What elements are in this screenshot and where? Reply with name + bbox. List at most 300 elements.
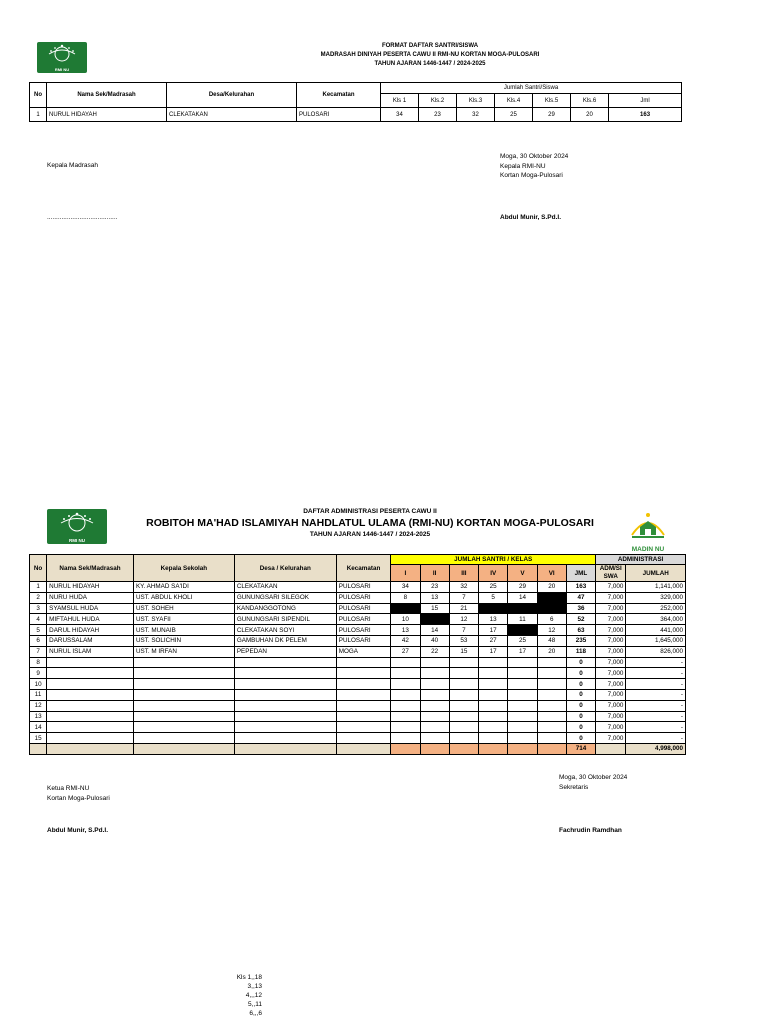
- cell-nama: DARUSSALAM: [47, 635, 134, 646]
- cell-desa: CLEKATAKAN: [234, 582, 336, 593]
- col-adm: ADM/SI SWA: [596, 565, 626, 582]
- col-kls: Kls.6: [571, 94, 609, 108]
- cell-kepala: KY. AHMAD SA'IDI: [133, 582, 234, 593]
- cell-kelas: 20: [537, 582, 566, 593]
- cell-kelas: 12: [537, 625, 566, 636]
- cell-kelas: [508, 679, 537, 690]
- cell-nama: NURU HUDA: [47, 592, 134, 603]
- cell-kepala: UST. MUNAIB: [133, 625, 234, 636]
- cell-kelas: [391, 722, 420, 733]
- table-row: [30, 614, 686, 625]
- table-row: [30, 700, 686, 711]
- table-row: [30, 582, 686, 593]
- col-jumlah-santri: JUMLAH SANTRI / KELAS: [391, 555, 596, 565]
- cell-jml: 0: [566, 733, 595, 744]
- cell-kelas: 34: [391, 582, 420, 593]
- cell-kelas: 27: [479, 635, 508, 646]
- col-adm-jumlah: JUMLAH: [626, 565, 686, 582]
- col-kelas: IV: [479, 565, 508, 582]
- col-kls: Kls 1: [381, 94, 419, 108]
- cell-no: 13: [30, 711, 47, 722]
- cell-kelas: [420, 679, 449, 690]
- cell-jumlah: 1,645,000: [626, 635, 686, 646]
- col-jumlah: Jumlah Santri/Siswa: [381, 83, 682, 94]
- note-line: Kls 1,,18: [236, 974, 262, 981]
- cell-adm: 7,000: [596, 635, 626, 646]
- cell-kls: 20: [571, 108, 609, 122]
- rmi-nu-logo: [47, 509, 107, 544]
- cell-jumlah: -: [626, 679, 686, 690]
- cell-kelas: [508, 711, 537, 722]
- table-row: [30, 689, 686, 700]
- cell-kec: [336, 657, 390, 668]
- cell-kepala: [133, 733, 234, 744]
- cell-kelas: [449, 711, 478, 722]
- form1-title-line: TAHUN AJARAN 1446-1447 / 2024-2025: [374, 61, 486, 67]
- cell-jumlah: -: [626, 711, 686, 722]
- cell-kelas: 7: [449, 592, 478, 603]
- cell-kelas: 11: [508, 614, 537, 625]
- cell-kec: [336, 722, 390, 733]
- cell-kelas: [391, 700, 420, 711]
- cell-jml: 163: [566, 582, 595, 593]
- col-kecamatan: Kecamatan: [297, 83, 381, 108]
- cell-kelas: 53: [449, 635, 478, 646]
- cell-kelas: [537, 689, 566, 700]
- cell-no: 9: [30, 668, 47, 679]
- cell-desa: CLEKATAKAN: [167, 108, 297, 122]
- cell-kls: 29: [533, 108, 571, 122]
- cell-kelas: [479, 722, 508, 733]
- col-administrasi: ADMINISTRASI: [596, 555, 686, 565]
- form1-right-signature-name: Abdul Munir, S.Pd.I.: [500, 214, 562, 221]
- cell-kelas: 17: [479, 646, 508, 657]
- cell-kelas: 32: [449, 582, 478, 593]
- cell-nama: [47, 668, 134, 679]
- table-row: [30, 592, 686, 603]
- cell-kelas: 13: [420, 592, 449, 603]
- cell-kepala: [133, 700, 234, 711]
- cell-kelas: 13: [391, 625, 420, 636]
- note-line: 6,,,6: [249, 1010, 262, 1017]
- form1-right-signature: [500, 152, 700, 181]
- cell-kelas: [479, 700, 508, 711]
- cell-jml: 52: [566, 614, 595, 625]
- form2-left-signature: [47, 784, 247, 803]
- cell-no: 2: [30, 592, 47, 603]
- cell-kelas: 48: [537, 635, 566, 646]
- cell-desa: [234, 689, 336, 700]
- cell-kelas: [449, 689, 478, 700]
- cell-nama: NURUL HIDAYAH: [47, 108, 167, 122]
- cell-adm: 7,000: [596, 614, 626, 625]
- cell-jml: 0: [566, 657, 595, 668]
- cell-kelas: [479, 711, 508, 722]
- cell-jumlah: -: [626, 700, 686, 711]
- cell-kepala: [133, 689, 234, 700]
- note-line: 3,,13: [247, 983, 262, 990]
- cell-kec: PULOSARI: [336, 625, 390, 636]
- cell-kelas: [391, 603, 420, 614]
- logo-text: MADIN NU: [631, 546, 665, 553]
- cell-kelas: [508, 733, 537, 744]
- form2-right-signature: [559, 773, 719, 792]
- cell-nama: MIFTAHUL HUDA: [47, 614, 134, 625]
- col-nama: Nama Sek/Madrasah: [47, 555, 134, 582]
- form2-left-signature-name: Abdul Munir, S.Pd.I.: [47, 827, 109, 834]
- cell-desa: GUNUNGSARI SILEGOK: [234, 592, 336, 603]
- table-row: [30, 679, 686, 690]
- cell-kelas: 29: [508, 582, 537, 593]
- cell-kec: [336, 679, 390, 690]
- madin-nu-logo: [626, 509, 670, 553]
- cell-kelas: [537, 603, 566, 614]
- col-kelas: VI: [537, 565, 566, 582]
- cell-adm: 7,000: [596, 592, 626, 603]
- cell-desa: [234, 657, 336, 668]
- cell-kelas: [391, 657, 420, 668]
- table-row: [30, 108, 682, 122]
- cell-nama: [47, 689, 134, 700]
- table-row: [30, 668, 686, 679]
- cell-kec: PULOSARI: [336, 635, 390, 646]
- cell-jml: 0: [566, 668, 595, 679]
- cell-kelas: 17: [479, 625, 508, 636]
- cell-kelas: [537, 700, 566, 711]
- cell-jml: 163: [609, 108, 682, 122]
- form2-right-signature-name: Fachrudin Ramdhan: [559, 827, 622, 834]
- cell-kelas: 25: [508, 635, 537, 646]
- form2-title-line: DAFTAR ADMINISTRASI PESERTA CAWU II: [303, 508, 437, 515]
- sig-title: Sekretaris: [559, 783, 589, 791]
- cell-kelas: [479, 689, 508, 700]
- cell-kelas: [391, 668, 420, 679]
- cell-kelas: [479, 733, 508, 744]
- cell-kelas: [449, 700, 478, 711]
- table-row: [30, 711, 686, 722]
- cell-jml: 0: [566, 722, 595, 733]
- sig-date: Moga, 30 Oktober 2024: [500, 153, 569, 160]
- cell-kelas: 8: [391, 592, 420, 603]
- cell-kelas: [537, 679, 566, 690]
- cell-nama: NURUL ISLAM: [47, 646, 134, 657]
- col-desa: Desa / Kelurahan: [234, 555, 336, 582]
- cell-kelas: 22: [420, 646, 449, 657]
- cell-jumlah: 1,141,000: [626, 582, 686, 593]
- cell-kelas: 15: [420, 603, 449, 614]
- cell-kec: MOGA: [336, 646, 390, 657]
- cell-no: 11: [30, 689, 47, 700]
- cell-adm: 7,000: [596, 679, 626, 690]
- cell-no: 6: [30, 635, 47, 646]
- cell-kepala: [133, 668, 234, 679]
- sig-title: Kepala RMI-NU: [500, 162, 546, 170]
- cell-adm: 7,000: [596, 700, 626, 711]
- cell-adm: 7,000: [596, 711, 626, 722]
- logo-text: RMI NU: [54, 67, 70, 72]
- col-kelas: II: [420, 565, 449, 582]
- cell-kec: [336, 668, 390, 679]
- cell-kelas: [420, 668, 449, 679]
- cell-adm: 7,000: [596, 582, 626, 593]
- cell-kelas: [449, 657, 478, 668]
- form1-title: [150, 42, 710, 69]
- col-jml: JML: [566, 565, 595, 582]
- cell-nama: [47, 711, 134, 722]
- cell-kelas: [508, 668, 537, 679]
- cell-kelas: [391, 711, 420, 722]
- col-kecamatan: Kecamatan: [336, 555, 390, 582]
- cell-adm: 7,000: [596, 689, 626, 700]
- cell-no: 3: [30, 603, 47, 614]
- col-desa: Desa/Kelurahan: [167, 83, 297, 108]
- cell-no: 10: [30, 679, 47, 690]
- cell-no: 4: [30, 614, 47, 625]
- cell-jumlah: 329,000: [626, 592, 686, 603]
- total-jumlah: 4,998,000: [626, 743, 686, 754]
- cell-kelas: [420, 733, 449, 744]
- cell-no: 8: [30, 657, 47, 668]
- cell-kelas: [537, 592, 566, 603]
- cell-kelas: 17: [508, 646, 537, 657]
- cell-kelas: [508, 689, 537, 700]
- cell-kelas: 13: [479, 614, 508, 625]
- cell-desa: GUNUNGSARI SIPENDIL: [234, 614, 336, 625]
- cell-kelas: 42: [391, 635, 420, 646]
- cell-adm: 7,000: [596, 733, 626, 744]
- col-kelas: III: [449, 565, 478, 582]
- cell-adm: 7,000: [596, 657, 626, 668]
- cell-jml: 47: [566, 592, 595, 603]
- cell-adm: 7,000: [596, 625, 626, 636]
- cell-kec: [336, 711, 390, 722]
- cell-nama: [47, 679, 134, 690]
- cell-jml: 118: [566, 646, 595, 657]
- cell-kelas: 20: [537, 646, 566, 657]
- cell-kepala: [133, 722, 234, 733]
- cell-jumlah: 826,000: [626, 646, 686, 657]
- cell-kelas: 5: [479, 592, 508, 603]
- cell-kelas: [508, 700, 537, 711]
- cell-kecamatan: PULOSARI: [297, 108, 381, 122]
- cell-kelas: [537, 711, 566, 722]
- cell-desa: PEPEDAN: [234, 646, 336, 657]
- cell-kelas: [420, 711, 449, 722]
- cell-jml: 0: [566, 700, 595, 711]
- note-line: 5,,11: [248, 1001, 262, 1008]
- cell-kelas: [420, 614, 449, 625]
- col-no: No: [30, 555, 47, 582]
- cell-jumlah: 441,000: [626, 625, 686, 636]
- cell-kelas: [508, 657, 537, 668]
- cell-kelas: [479, 657, 508, 668]
- cell-kec: PULOSARI: [336, 614, 390, 625]
- cell-jml: 0: [566, 679, 595, 690]
- cell-kec: [336, 700, 390, 711]
- cell-adm: 7,000: [596, 646, 626, 657]
- note-line: 4,,,12: [245, 992, 262, 999]
- table-row: [30, 625, 686, 636]
- form2-title-line: TAHUN AJARAN 1446-1447 / 2024-2025: [309, 531, 431, 538]
- cell-desa: GAMBUHAN DK PELEM: [234, 635, 336, 646]
- cell-jumlah: -: [626, 722, 686, 733]
- cell-adm: 7,000: [596, 722, 626, 733]
- sig-title: Kortan Moga-Pulosari: [500, 172, 563, 179]
- cell-kelas: [420, 689, 449, 700]
- total-jml: 714: [566, 743, 595, 754]
- cell-kelas: 10: [391, 614, 420, 625]
- cell-jumlah: -: [626, 668, 686, 679]
- cell-nama: [47, 657, 134, 668]
- cell-jumlah: -: [626, 733, 686, 744]
- cell-jumlah: -: [626, 689, 686, 700]
- cell-jumlah: 252,000: [626, 603, 686, 614]
- table-row: [30, 722, 686, 733]
- form1-table: [29, 82, 682, 122]
- cell-desa: [234, 700, 336, 711]
- cell-kelas: 40: [420, 635, 449, 646]
- cell-nama: SYAMSUL HUDA: [47, 603, 134, 614]
- col-kepala: Kepala Sekolah: [133, 555, 234, 582]
- cell-nama: [47, 700, 134, 711]
- cell-kepala: UST. M IRFAN: [133, 646, 234, 657]
- form2-title: [120, 507, 620, 539]
- table-row: [30, 646, 686, 657]
- col-no: No: [30, 83, 47, 108]
- cell-jml: 0: [566, 689, 595, 700]
- class-notes: [222, 973, 262, 1018]
- form2-title-main: ROBITOH MA'HAD ISLAMIYAH NAHDLATUL ULAMA (RMI-NU) KORTAN MOGA-PULOSARI: [146, 517, 594, 529]
- cell-kelas: 25: [479, 582, 508, 593]
- cell-kelas: [391, 733, 420, 744]
- table-row: [30, 635, 686, 646]
- table-row: [30, 603, 686, 614]
- col-kls: Kls.4: [495, 94, 533, 108]
- cell-desa: [234, 711, 336, 722]
- cell-nama: DARUL HIDAYAH: [47, 625, 134, 636]
- cell-kelas: 7: [449, 625, 478, 636]
- cell-jml: 0: [566, 711, 595, 722]
- cell-desa: [234, 679, 336, 690]
- cell-kelas: [449, 668, 478, 679]
- cell-adm: 7,000: [596, 668, 626, 679]
- form2-table: [29, 554, 686, 755]
- cell-desa: [234, 733, 336, 744]
- cell-kec: PULOSARI: [336, 603, 390, 614]
- cell-no: 7: [30, 646, 47, 657]
- cell-kelas: [391, 689, 420, 700]
- cell-kelas: 14: [508, 592, 537, 603]
- cell-kec: PULOSARI: [336, 592, 390, 603]
- table-row: [30, 657, 686, 668]
- cell-kelas: [449, 679, 478, 690]
- cell-kelas: 23: [420, 582, 449, 593]
- col-kls: Kls.2: [419, 94, 457, 108]
- cell-kls: 32: [457, 108, 495, 122]
- cell-kls: 25: [495, 108, 533, 122]
- cell-jumlah: -: [626, 657, 686, 668]
- col-kelas: I: [391, 565, 420, 582]
- sig-title: Kepala Madrasah: [47, 162, 98, 169]
- cell-kelas: 6: [537, 614, 566, 625]
- cell-adm: 7,000: [596, 603, 626, 614]
- cell-desa: KANDANGGOTONG: [234, 603, 336, 614]
- cell-kepala: [133, 657, 234, 668]
- cell-kelas: [537, 733, 566, 744]
- cell-kepala: UST. ABDUL KHOLI: [133, 592, 234, 603]
- rmi-nu-logo: [37, 42, 87, 73]
- cell-kelas: 21: [449, 603, 478, 614]
- cell-no: 14: [30, 722, 47, 733]
- cell-kls: 23: [419, 108, 457, 122]
- cell-kepala: [133, 679, 234, 690]
- cell-kelas: [537, 657, 566, 668]
- cell-kelas: 27: [391, 646, 420, 657]
- cell-jml: 235: [566, 635, 595, 646]
- cell-kelas: [420, 657, 449, 668]
- cell-jml: 63: [566, 625, 595, 636]
- cell-kec: [336, 689, 390, 700]
- cell-no: 15: [30, 733, 47, 744]
- sig-title: Ketua RMI-NU: [47, 785, 90, 792]
- cell-kelas: 12: [449, 614, 478, 625]
- col-kls: Kls.3: [457, 94, 495, 108]
- cell-kelas: [479, 603, 508, 614]
- cell-kelas: [537, 722, 566, 733]
- total-row: [30, 743, 686, 754]
- table-row: [30, 733, 686, 744]
- col-kls: Kls.5: [533, 94, 571, 108]
- col-jml: Jml: [609, 94, 682, 108]
- logo-text: RMI NU: [69, 538, 85, 543]
- form1-left-signature-line: .......................................: [47, 214, 118, 221]
- cell-kelas: [479, 679, 508, 690]
- cell-kelas: [508, 722, 537, 733]
- form1-left-signature: [47, 161, 247, 171]
- col-kelas: V: [508, 565, 537, 582]
- cell-kelas: 14: [420, 625, 449, 636]
- cell-kelas: [537, 668, 566, 679]
- sig-title: Kortan Moga-Pulosari: [47, 794, 110, 802]
- cell-nama: [47, 733, 134, 744]
- cell-kelas: [449, 733, 478, 744]
- cell-kelas: [391, 679, 420, 690]
- cell-jumlah: 364,000: [626, 614, 686, 625]
- cell-kelas: 15: [449, 646, 478, 657]
- cell-no: 12: [30, 700, 47, 711]
- cell-kelas: [420, 700, 449, 711]
- form1-title-line: FORMAT DAFTAR SANTRI/SISWA: [381, 43, 479, 49]
- cell-kelas: [508, 603, 537, 614]
- form1-title-line: MADRASAH DINIYAH PESERTA CAWU II RMI-NU KORTAN MOGA-PULOSARI: [320, 52, 540, 58]
- cell-no: 1: [30, 582, 47, 593]
- cell-nama: [47, 722, 134, 733]
- cell-desa: [234, 668, 336, 679]
- cell-jml: 36: [566, 603, 595, 614]
- cell-kepala: UST. SOHEH: [133, 603, 234, 614]
- cell-kelas: [449, 722, 478, 733]
- cell-kelas: [479, 668, 508, 679]
- cell-kepala: UST. SOLICHIN: [133, 635, 234, 646]
- cell-kepala: UST. SYAFII: [133, 614, 234, 625]
- cell-kec: PULOSARI: [336, 582, 390, 593]
- cell-nama: NURUL HIDAYAH: [47, 582, 134, 593]
- cell-kls: 34: [381, 108, 419, 122]
- cell-kepala: [133, 711, 234, 722]
- cell-no: 1: [30, 108, 47, 122]
- cell-kec: [336, 733, 390, 744]
- sig-date: Moga, 30 Oktober 2024: [559, 774, 628, 781]
